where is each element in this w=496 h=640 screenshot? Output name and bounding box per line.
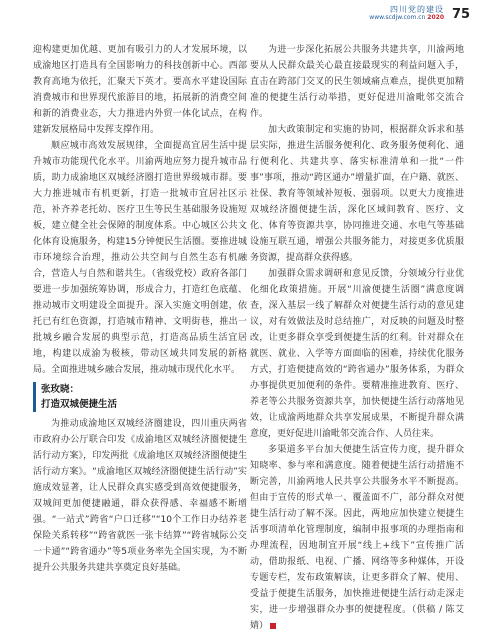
section-author: 张玫晓：: [41, 384, 80, 395]
magazine-url-line: [369, 14, 444, 21]
paragraph: 为进一步深化拓展公共服务共建共享，川渝两地要从人民群众最关心最直接最现实的利益问题入手，直击在跨部门交叉的民生领域痛点难点，提供更加精准的便捷生活行动举措，更好促进川渝毗邻交流合作。: [250, 45, 464, 119]
paragraph: 加强群众需求调研和意见反馈，分领域分行业优化细化政策措施。开展“川渝便捷生活圈”满意度调查，深入基层一线了解群众对便捷生活行动的意见建议，对有效做法及时总结推广，对反映的问题及时整改，让更多群众享受到便捷生活的红利。针对群众在就医、就业、入学等方面面临的困难，持续优化服务方式，打造便捷高效的“跨省通办”服务体系，为群众办事提供更加便利的条件。要精准推进教育、医疗、养老等公共服务资源共享，加快便捷生活行动落地见效，让成渝两地群众共享发展成果，不断提升群众满意度，更好促进川渝毗邻交流合作、人员往来。: [250, 269, 464, 439]
paragraph: 顺应城市高效发展规律，全面提高宜居生活中提升城市功能现代化水平。川渝两地应努力提升城市品质，助力成渝地区双城经济圈打造世界级城市群。要大力推进城市有机更新，打造一批城市宜居社区示范，补齐养老托幼、医疗卫生等民生基础服务设施短板，建立健全社会保障的制度体系。中心城区公共文化体育设施服务，构建15分钟便民生活圈。要推进城市环境综合治理，推动公共空间与自然生态有机融合，营造人与自然和谐共生。（省级党校）政府各部门要进一步加强统筹协调，形成合力，打造红色底蕴、推动城市文明建设全面提升。深入实施文明创建，依托已有红色资源，打造城市精神、文明街巷，推出一批城乡融合发展的典型示范，打造高品质生活宜居地，构建以成渝为极核，带动区域共同发展的新格局。全面推进城乡融合发展，推动城市现代化水平。: [33, 141, 247, 375]
paragraph-text: 多渠道多平台加大便捷生活宣传力度，提升群众知晓率、参与率和满意度。随着便捷生活行动措施不断完善，川渝两地人民共享公共服务水平不断提高。但由于宣传的形式单一、覆盖面不广，部分群众对便捷生活行动了解不深。因此，两地应加快建立便捷生活事项清单化管理制度，编制申报事项的办理指南和办理流程，因地制宜开展“线上+线下”宣传推广活动，借助报纸、电视、广播、网络等多种媒体，开设专题专栏，发布政策解读，让更多群众了解、使用、受益于便捷生活服务，加快推进便捷生活行动走深走实，进一步增强群众办事的便捷程度。（供稿 / 陈艾婧）: [250, 445, 464, 631]
end-mark-icon: [270, 623, 276, 629]
issue-year: 2020: [427, 14, 444, 21]
magazine-title: 四川党的建设: [390, 5, 444, 14]
left-column: [33, 42, 247, 576]
paragraph: 为推动成渝地区双城经济圈建设，四川重庆两省市政府办公厅联合印发《成渝地区双城经济圈便捷生活行动方案》，印发两批《成渝地区双城经济圈便捷生活行动方案》。“成渝地区双城经济圈便捷生活行动”实施成效显著，让人民群众真实感受到高效便捷服务，双城间更加便捷融通，群众获得感、幸福感不断增强。“一站式”跨省“户口迁移”“10个工作日办结养老保险关系转移”“跨省就医一张卡结算”“跨省城际公交一卡通”“跨省通办”等5项业务率先全国实现，为不断提升公共服务共建共享奠定良好基础。: [33, 419, 247, 573]
paragraph: 加大政策制定和实施的协同，根据群众诉求和基层实际，推进生活服务便利化、政务服务便利化、通行便利化、共建共享、落实标准清单和一批“一件事”事项，推动“跨区通办”增量扩面，在户籍、就医、社保、教育等领域补短板、强弱项。以更大力度推进双城经济圈便捷生活，深化区域间教育、医疗、文化、体育等资源共享，协同推进交通、水电气等基础设施互联互通，增强公共服务能力，对接更多优质服务资源，提高群众获得感。: [250, 125, 464, 263]
right-column: [250, 42, 464, 634]
magazine-url: www.scdjw.com.cn: [369, 14, 426, 21]
paragraph: 迎构建更加优越、更加有吸引力的人才发展环境，以成渝地区打造具有全国影响力的科技创新中心。西部教育高地为依托，汇聚天下英才。要高水平建设国际消费城市和世界现代旅游目的地，拓展新的消费空间和新的消费业态，大力推进内外贸一体化试点，在构建新发展格局中发挥支撑作用。: [33, 45, 247, 135]
section-title: 打造双城便捷生活: [41, 399, 118, 410]
section-heading: [33, 382, 247, 412]
page-number: 75: [452, 7, 471, 22]
paragraph: [250, 442, 464, 634]
page-header: [0, 0, 496, 24]
